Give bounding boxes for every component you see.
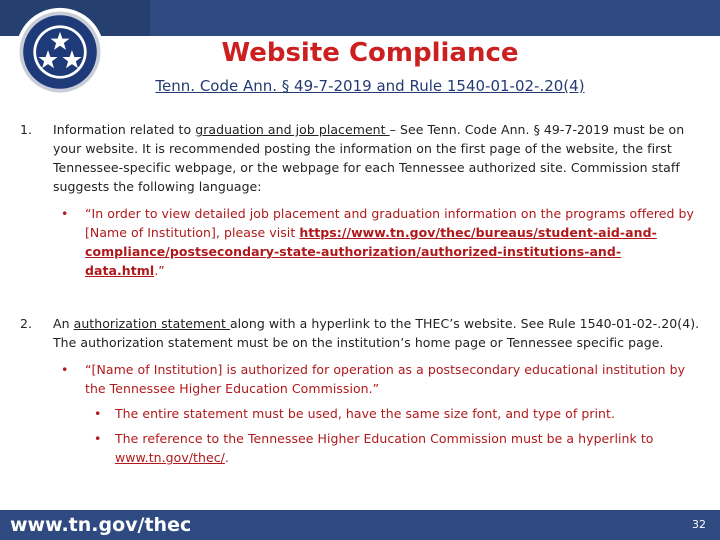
bullet-text: “[Name of Institution] is authorized for operation as a postsecondary educational institution by the Tennessee Higher Education Commission.” — [85, 362, 686, 396]
item-text-pre: An — [53, 316, 74, 331]
page-number: 32 — [692, 518, 706, 531]
sub-bullet-text-post: . — [224, 450, 229, 465]
item-number: 1. — [20, 122, 33, 137]
item-number: 2. — [20, 316, 33, 331]
sub-bullet-text: The reference to the Tennessee Higher Education Commission must be a hyperlink to — [115, 431, 654, 446]
bullet-dot: • — [61, 362, 69, 377]
authorization-statement-link[interactable]: authorization statement — [73, 316, 230, 331]
footer-url: www.tn.gov/thec — [10, 514, 192, 536]
sub-bullet-1 — [53, 404, 700, 423]
sub-bullet-text: The entire statement must be used, have the same size font, and type of print. — [115, 406, 615, 421]
list-item-1 — [20, 120, 700, 280]
sub-bullet-2 — [53, 429, 700, 467]
content — [20, 120, 700, 467]
authorized-institutions-link[interactable]: https://www.tn.gov/thec/bureaus/student-aid-and-compliance/postsecondary-state-authorization/authorized-institutions-and-data.html — [85, 225, 657, 278]
list-item-2 — [20, 314, 700, 467]
thec-website-link[interactable]: www.tn.gov/thec/ — [115, 450, 225, 465]
item-text-post: – See Tenn. Code Ann. § 49-7-2019 must be on your website. It is recommended posting the information on the first page of the website, the first Tennessee-specific webpage, or the webpage for each Tennessee authorized site. Commission staff suggests the following language: — [53, 122, 685, 194]
bullet-text-pre: “In order to view detailed job placement and graduation information on the programs offered by [Name of Institution], please visit — [85, 206, 694, 240]
footer-bar — [0, 510, 720, 540]
bullet-dot: • — [94, 431, 102, 446]
page-subtitle: Tenn. Code Ann. § 49-7-2019 and Rule 1540-01-02-.20(4) — [155, 77, 585, 95]
top-bar — [0, 0, 720, 36]
bullet-dot: • — [94, 406, 102, 421]
authorization-statement-bullet — [53, 360, 700, 398]
item-text-post: along with a hyperlink to the THEC’s website. See Rule 1540-01-02-.20(4). The authorization statement must be on the institution’s home page or Tennessee specific page. — [53, 316, 700, 350]
graduation-job-placement-link[interactable]: graduation and job placement — [195, 122, 390, 137]
suggested-language-bullet — [53, 204, 700, 280]
item-text-pre: Information related to — [53, 122, 196, 137]
bullet-text-post: .” — [154, 263, 165, 278]
page-title: Website Compliance — [221, 38, 519, 68]
bullet-dot: • — [61, 206, 69, 221]
